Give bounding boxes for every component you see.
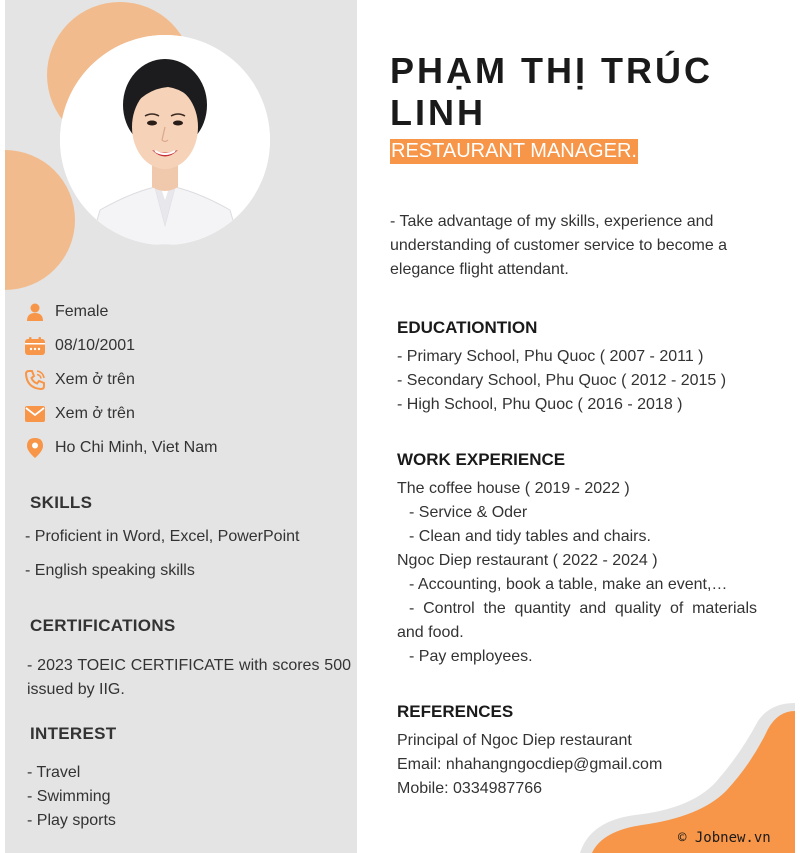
calendar-icon (25, 336, 45, 356)
skill-item: - Proficient in Word, Excel, PowerPoint (25, 528, 300, 545)
interest-item: - Play sports (27, 812, 116, 829)
reference-line: Mobile: 0334987766 (397, 780, 543, 797)
education-item: - Secondary School, Phu Quoc ( 2012 - 2015 ) (397, 372, 727, 389)
reference-line: Email: nhahangngocdiep@gmail.com (397, 756, 663, 773)
education-item: - Primary School, Phu Quoc ( 2007 - 2011 ) (397, 348, 704, 365)
career-objective: - Take advantage of my skills, experience and understanding of customer service to become a elegance flight attendant. (390, 213, 728, 278)
certifications-heading: CERTIFICATIONS (30, 616, 176, 635)
job-title-line: Ngoc Diep restaurant ( 2022 - 2024 ) (397, 552, 658, 569)
phone-icon (25, 370, 45, 390)
certification-text: - 2023 TOEIC CERTIFICATE with scores 500 issued by IIG. (27, 657, 351, 698)
contact-email (25, 402, 135, 426)
email-text: Xem ở trên (55, 405, 135, 422)
map-pin-icon (25, 438, 45, 458)
interest-item: - Swimming (27, 788, 111, 805)
contact-gender (25, 300, 108, 324)
skill-item: - English speaking skills (25, 562, 195, 579)
phone-text: Xem ở trên (55, 371, 135, 388)
candidate-name: PHẠM THỊ TRÚC LINH (390, 50, 713, 133)
references-heading: REFERENCES (397, 702, 514, 721)
job-duty: - Pay employees. (409, 648, 533, 665)
birthday-text: 08/10/2001 (55, 337, 136, 354)
education-item: - High School, Phu Quoc ( 2016 - 2018 ) (397, 396, 683, 413)
job-duty: - Control the quantity and quality of materials and food. (397, 600, 757, 641)
interest-item: - Travel (27, 764, 81, 781)
contact-phone (25, 368, 135, 392)
job-title: RESTAURANT MANAGER. (391, 140, 637, 162)
job-duty: - Accounting, book a table, make an event,… (409, 576, 728, 593)
job-duty: - Service & Oder (409, 504, 528, 521)
reference-line: Principal of Ngoc Diep restaurant (397, 732, 632, 749)
work-heading: WORK EXPERIENCE (397, 450, 566, 469)
education-heading: EDUCATIONTION (397, 318, 538, 337)
interest-heading: INTEREST (30, 724, 117, 743)
gender-text: Female (55, 303, 109, 320)
location-text: Ho Chi Minh, Viet Nam (55, 439, 218, 456)
skills-heading: SKILLS (30, 493, 93, 512)
job-duty: - Clean and tidy tables and chairs. (409, 528, 651, 545)
contact-location (25, 436, 217, 460)
contact-birthday (25, 334, 135, 358)
avatar (60, 35, 270, 245)
user-icon (25, 302, 45, 322)
envelope-icon (25, 404, 45, 424)
job-title-line: The coffee house ( 2019 - 2022 ) (397, 480, 630, 497)
footer-credit: © Jobnew.vn (678, 830, 771, 846)
